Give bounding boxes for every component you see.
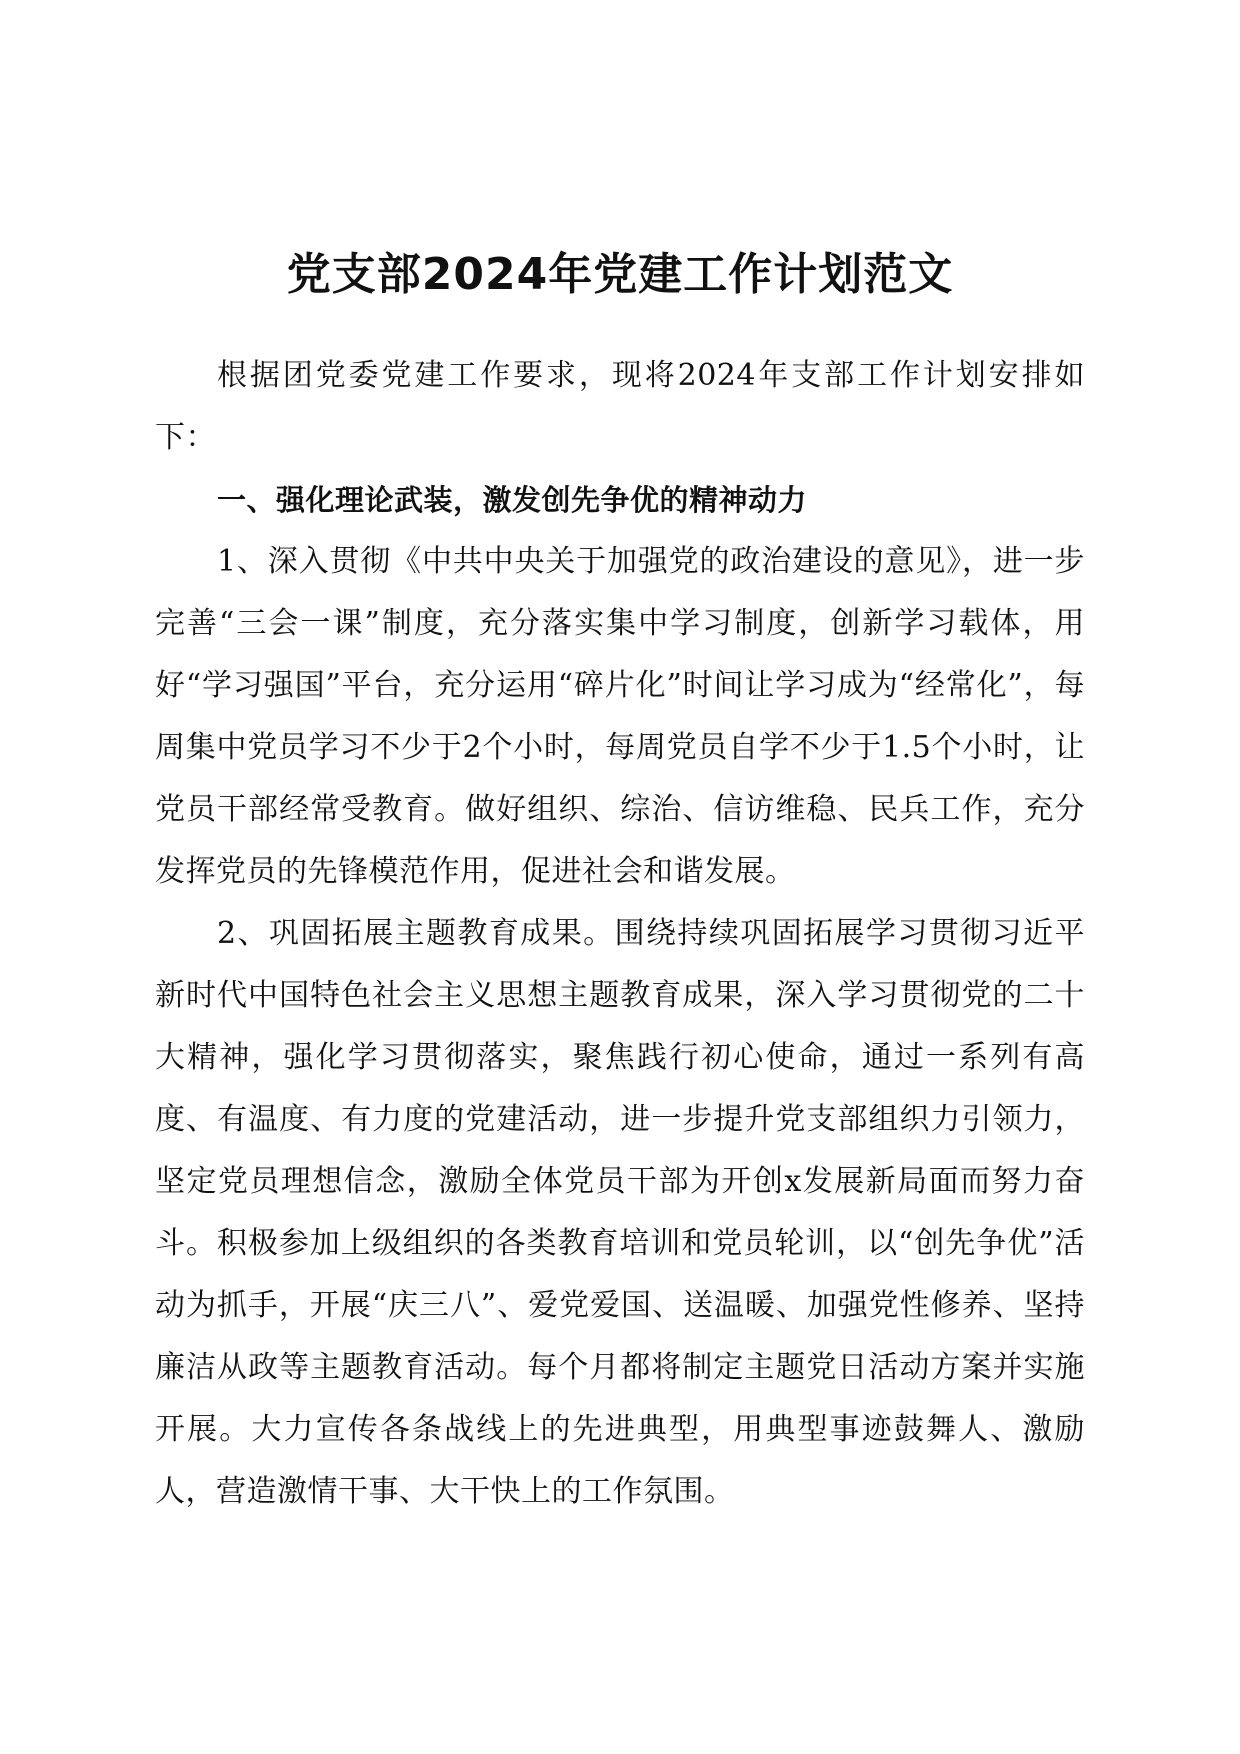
intro-paragraph: 根据团党委党建工作要求，现将2024年支部工作计划安排如下： <box>155 358 1085 455</box>
item-paragraph-2: 2、巩固拓展主题教育成果。围绕持续巩固拓展学习贯彻习近平新时代中国特色社会主义思想主题教育成果，深入学习贯彻党的二十大精神，强化学习贯彻落实，聚焦践行初心使命，通过一系列有高度、有温度、有力度的党建活动，进一步提升党支部组织力引领力，坚定党员理想信念，激励全体党员干部为开创x发展新局面而努力奋斗。积极参加上级组织的各类教育培训和党员轮训，以“创先争优”活动为抓手，开展“庆三八”、爱党爱国、送温暖、加强党性修养、坚持廉洁从政等主题教育活动。每个月都将制定主题党日活动方案并实施开展。大力宣传各条战线上的先进典型，用典型事迹鼓舞人、激励人，营造激情干事、大干快上的工作氛围。 <box>155 916 1085 1509</box>
document-body <box>155 345 1085 1523</box>
document-title: 党支部2024年党建工作计划范文 <box>286 249 954 300</box>
item-paragraph-1: 1、深入贯彻《中共中央关于加强党的政治建设的意见》，进一步完善“三会一课”制度，充分落实集中学习制度，创新学习载体，用好“学习强国”平台，充分运用“碎片化”时间让学习成为“经常化”，每周集中党员学习不少于2个小时，每周党员自学不少于1.5个小时，让党员干部经常受教育。做好组织、综治、信访维稳、民兵工作，充分发挥党员的先锋模范作用，促进社会和谐发展。 <box>155 544 1085 889</box>
section-heading: 一、强化理论武装，激发创先争优的精神动力 <box>217 483 808 517</box>
